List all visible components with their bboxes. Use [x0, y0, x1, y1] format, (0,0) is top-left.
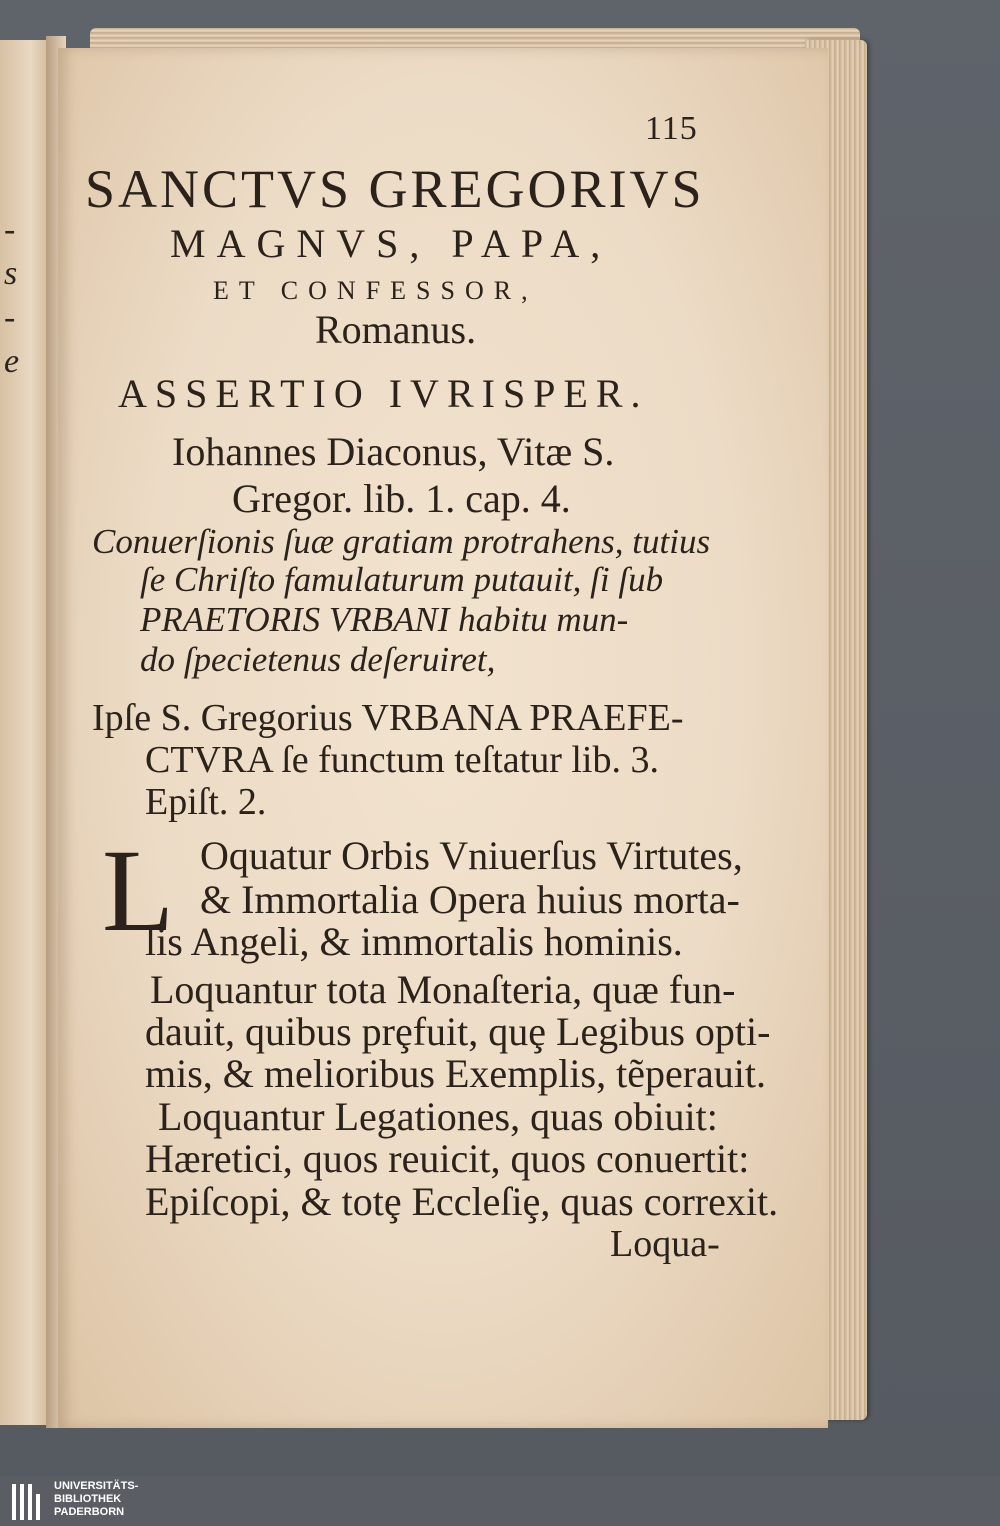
body-line-3: lis Angeli, & immortalis hominis.: [145, 919, 683, 964]
body-line-4: Loquantur tota Monaſteria, quæ fun-: [150, 967, 736, 1012]
citation-line-1: Iohannes Diaconus, Vitæ S.: [172, 429, 615, 474]
title-line-2: MAGNVS, PAPA,: [170, 221, 612, 266]
library-logo-text: [54, 1480, 138, 1519]
drop-cap: L: [102, 825, 175, 956]
left-fragment: -: [4, 211, 16, 248]
body-line-5: dauit, quibus prȩfuit, quȩ Legibus opti-: [145, 1009, 771, 1054]
title-line-1: SANCTVS GREGORIVS: [85, 159, 705, 219]
page-edges-top: [90, 28, 860, 50]
body-line-9: Epiſcopi, & totȩ Eccleſiȩ, quas correxit.: [145, 1179, 779, 1224]
quote-line-1: Conuerſionis ſuæ gratiam protrahens, tutius: [92, 522, 711, 561]
source-line-2: CTVRA ſe functum teſtatur lib. 3.: [145, 739, 659, 781]
body-line-1: Oquatur Orbis Vniuerſus Virtutes,: [200, 833, 743, 878]
left-page-text-fragments: [4, 208, 44, 384]
logo-line: UNIVERSITÄTS-: [54, 1480, 139, 1492]
title-line-4: Romanus.: [315, 307, 477, 352]
page-number: 115: [645, 110, 698, 147]
quote-line-3: PRAETORIS VRBANI habitu mun-: [140, 600, 629, 639]
left-fragment: -: [4, 299, 16, 336]
library-logo-icon: [12, 1484, 46, 1520]
body-line-8: Hæretici, quos reuicit, quos conuertit:: [145, 1136, 750, 1181]
subheading: ASSERTIO IVRISPER.: [118, 371, 649, 416]
left-fragment: e: [4, 343, 20, 380]
citation-line-2: Gregor. lib. 1. cap. 4.: [232, 476, 571, 521]
title-line-3: ET CONFESSOR,: [213, 276, 538, 305]
logo-line: PADERBORN: [54, 1506, 125, 1518]
source-line-1: Ipſe S. Gregorius VRBANA PRAEFE-: [92, 697, 684, 739]
body-line-2: & Immortalia Opera huius morta-: [200, 877, 740, 922]
left-fragment: s: [4, 255, 18, 292]
body-line-7: Loquantur Legationes, quas obiuit:: [158, 1094, 718, 1139]
footer-bar: [0, 1476, 1000, 1526]
quote-line-2: ſe Chriſto famulaturum putauit, ſi ſub: [140, 560, 664, 599]
logo-line: BIBLIOTHEK: [54, 1493, 122, 1505]
left-page-edge: [0, 40, 52, 1425]
body-line-6: mis, & melioribus Exemplis, tẽperauit.: [145, 1051, 767, 1096]
catchword: Loqua-: [610, 1223, 720, 1265]
source-line-3: Epiſt. 2.: [145, 781, 267, 823]
quote-line-4: do ſpecietenus deſeruiret,: [140, 640, 496, 679]
